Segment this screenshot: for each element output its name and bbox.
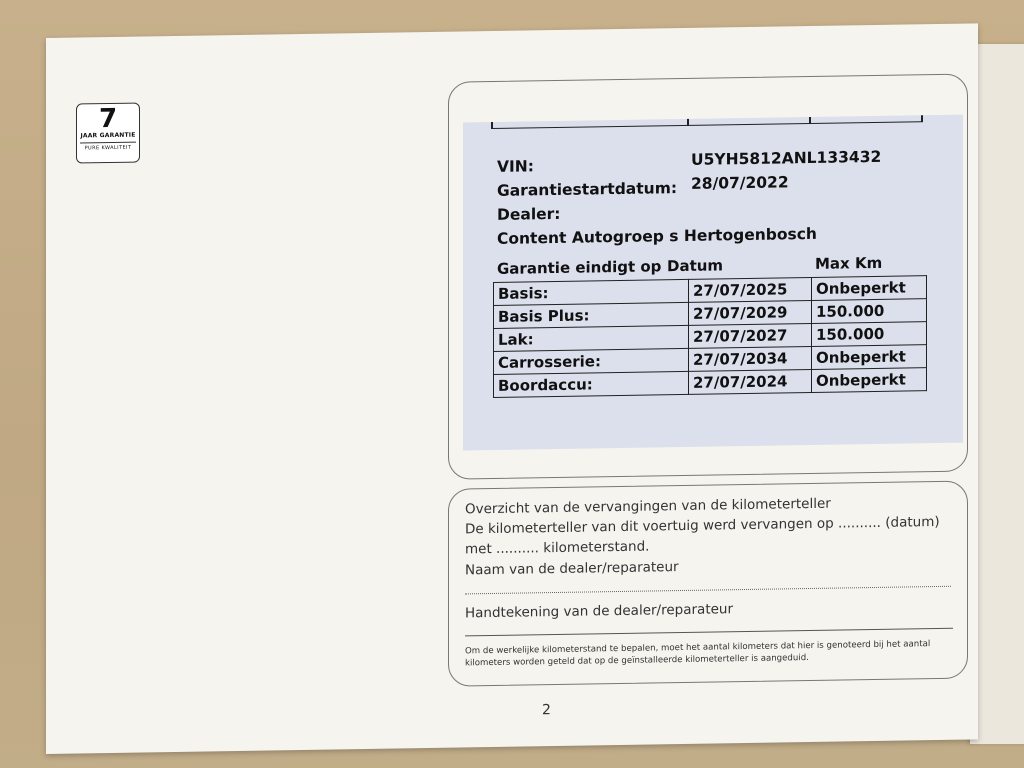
header-max-km: Max Km [815, 253, 883, 273]
signature-line: Handtekening van de dealer/reparateur [465, 601, 734, 622]
row-date: 27/07/2034 [689, 346, 812, 371]
booklet-page [46, 23, 978, 754]
dealer-name: Content Autogroep s Hertogenbosch [497, 224, 817, 248]
signature-rule [465, 628, 953, 637]
odometer-note: Om de werkelijke kilometerstand te bepalen, moet het aantal kilometers dat hier is genoteerd bij het aantal kilometers worden geteld dat op de geïnstalleerde kilometerteller is aangeduid. [465, 639, 931, 669]
logo-top-text: JAAR GARANTIE [80, 131, 136, 140]
row-date: 27/07/2027 [689, 323, 812, 348]
start-date-label: Garantiestartdatum: [497, 179, 678, 200]
odometer-box [448, 481, 968, 687]
row-label: Basis: [494, 279, 689, 305]
warranty-box [448, 74, 968, 480]
row-label: Carrosserie: [494, 348, 689, 374]
logo-number: 7 [98, 103, 118, 135]
sticker-top-rule [491, 115, 921, 129]
odometer-title: Overzicht van de vervangingen van de kilometerteller [465, 495, 831, 518]
row-km: Onbeperkt [812, 368, 927, 393]
header-date: Datum [667, 256, 724, 276]
dealer-label: Dealer: [497, 204, 561, 224]
row-km: Onbeperkt [812, 345, 927, 370]
warranty-logo [76, 103, 140, 164]
odometer-line-2: met .......... kilometerstand. [465, 538, 650, 558]
page-number: 2 [542, 702, 551, 719]
row-date: 27/07/2025 [689, 277, 812, 302]
header-ends-on: Garantie eindigt op [497, 257, 662, 278]
row-date: 27/07/2029 [689, 300, 812, 325]
warranty-table [493, 275, 927, 398]
row-label: Boordaccu: [494, 371, 689, 397]
row-date: 27/07/2024 [689, 369, 812, 394]
odometer-line-1: De kilometerteller van dit voertuig werd vervangen op .......... (datum) [465, 513, 940, 538]
dealer-name-line: Naam van de dealer/reparateur [465, 559, 679, 579]
logo-bottom-text: PURE KWALITEIT [80, 142, 136, 152]
dotted-line [465, 586, 951, 595]
row-km: 150.000 [812, 299, 927, 324]
row-km: 150.000 [812, 322, 927, 347]
start-date-value: 28/07/2022 [691, 173, 789, 193]
row-label: Lak: [494, 325, 689, 351]
vin-label: VIN: [497, 157, 534, 176]
warranty-sticker [463, 115, 963, 451]
row-label: Basis Plus: [494, 302, 689, 328]
row-km: Onbeperkt [812, 276, 927, 301]
next-page-edge [970, 44, 1024, 744]
vin-value: U5YH5812ANL133432 [691, 147, 882, 169]
